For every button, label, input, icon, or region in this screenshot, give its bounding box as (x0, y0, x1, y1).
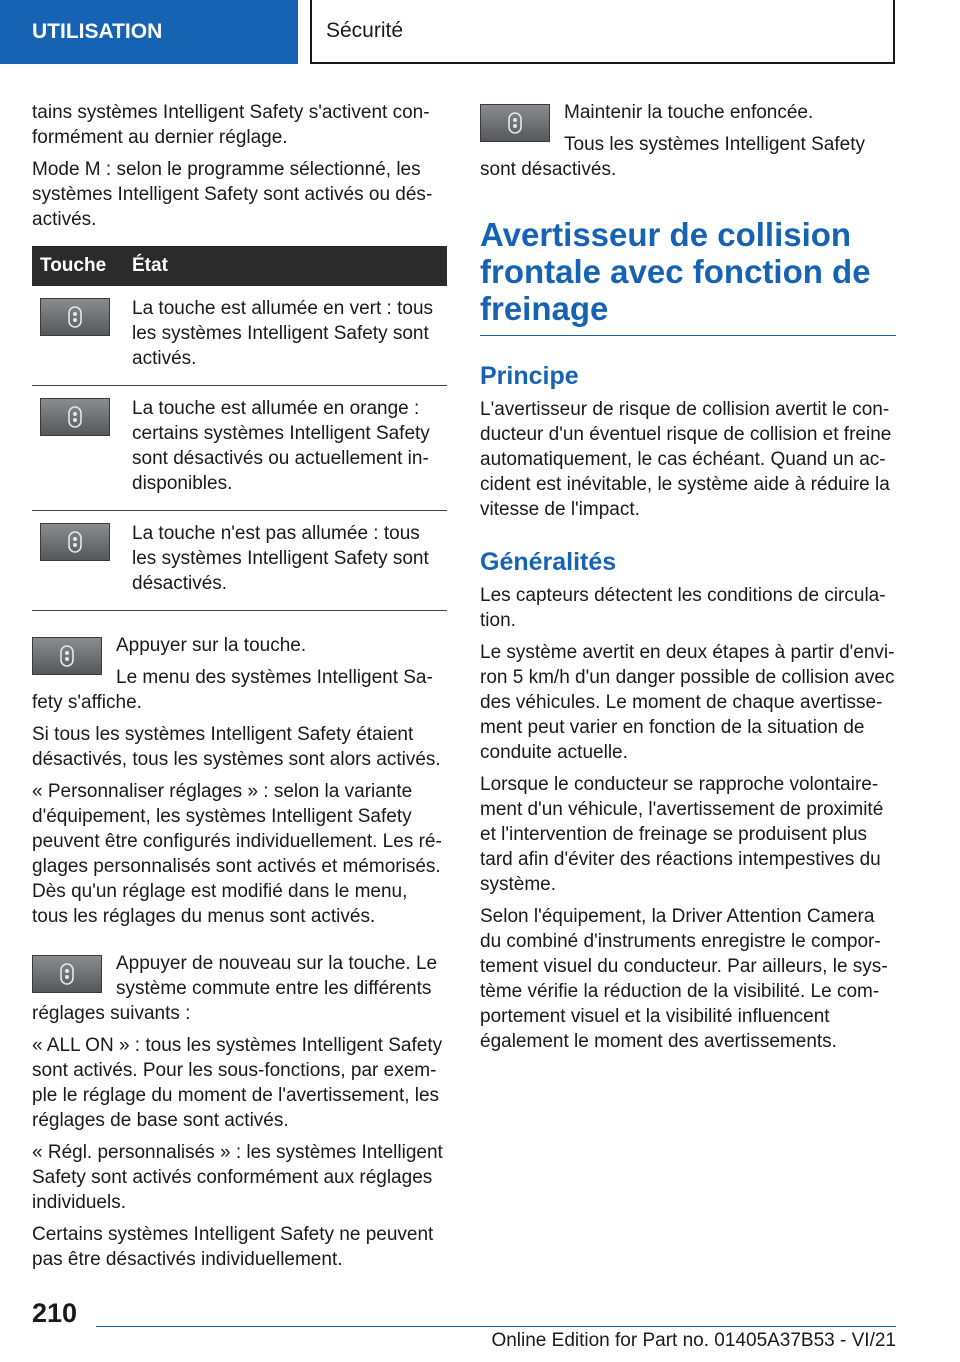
subsection-title-general: Généralités (480, 548, 617, 576)
body-paragraph: « Personnaliser réglages » : selon la variante d'équipement, les systèmes Intelligent Safety peuvent être configurés individuellement. Les réglages personnalisés sont activés et mémorisés. Dès qu'un réglage est modifié dans le menu, tous les réglages du menus sont activés. (32, 781, 442, 927)
body-paragraph: « ALL ON » : tous les systèmes Intelligent Safety sont activés. Pour les sous-fonctions, par exemple le réglage du moment de l'avertissement, les réglages de base sont activés. (32, 1035, 443, 1131)
right-column (480, 100, 896, 1061)
footer-divider (96, 1326, 896, 1327)
body-paragraph: Lorsque le conducteur se rapproche volontairement d'un véhicule, l'avertissement de proximité et l'intervention de freinage se produisent plus tard afin d'éviter des réactions intempestives du système. (480, 774, 884, 895)
header-section: UTILISATION (0, 0, 298, 64)
table-row (32, 286, 447, 386)
safety-button-icon (40, 298, 110, 336)
step-text: Appuyer de nouveau sur la touche. Le système commute entre les différents réglages suivants : (32, 953, 438, 1024)
section-title: Avertisseur de collision frontale avec fonction de freinage (480, 216, 896, 336)
table-header-state: État (124, 246, 447, 286)
step-text: Le menu des systèmes Intelligent Safety s'affiche. (32, 667, 433, 713)
page-number: 210 (32, 1298, 78, 1328)
body-paragraph: Certains systèmes Intelligent Safety ne peuvent pas être désactivés individuellement. (32, 1224, 434, 1270)
body-paragraph: Le système avertit en deux étapes à partir d'environ 5 km/h d'un danger possible de collision avec des véhicules. Le moment de chaque avertissement peut varier en fonction de la situation de conduite actuelle. (480, 642, 895, 763)
step-text: Tous les systèmes Intelligent Safety sont désactivés. (480, 134, 865, 180)
table-cell-state: La touche est allumée en orange : certains systèmes Intelligent Safety sont désactivés ou actuellement indisponibles. (124, 386, 447, 511)
table-row (32, 386, 447, 511)
instruction-step (480, 100, 896, 182)
table-cell-state: La touche n'est pas allumée : tous les systèmes Intelligent Safety sont désactivés. (124, 511, 447, 611)
body-paragraph: Si tous les systèmes Intelligent Safety étaient désactivés, tous les systèmes sont alors activés. (32, 724, 441, 770)
intro-paragraph: Mode M : selon le programme sélectionné, les systèmes Intelligent Safety sont activés ou désactivés. (32, 159, 433, 230)
body-paragraph: Selon l'équipement, la Driver Attention Camera du combiné d'instruments enregistre le comportement visuel du conducteur. Par ailleurs, le système vérifie la réduction de la visibilité. Le comportement visuel et la visibilité influencent également le moment des avertissements. (480, 906, 888, 1052)
safety-button-icon (40, 523, 110, 561)
instruction-step (32, 951, 447, 1026)
safety-button-icon (32, 637, 102, 675)
instruction-step (32, 633, 447, 715)
header-chapter: Sécurité (310, 0, 895, 64)
table-cell-state: La touche est allumée en vert : tous les systèmes Intelligent Safety sont activés. (124, 286, 447, 386)
body-paragraph: Les capteurs détectent les conditions de circulation. (480, 585, 886, 631)
left-column (32, 100, 447, 1279)
safety-button-icon (32, 955, 102, 993)
intro-paragraph: tains systèmes Intelligent Safety s'activent conformément au dernier réglage. (32, 102, 430, 148)
body-paragraph: « Régl. personnalisés » : les systèmes Intelligent Safety sont activés conformément aux réglages individuels. (32, 1142, 443, 1213)
subsection-title-principle: Principe (480, 362, 579, 390)
body-paragraph: L'avertisseur de risque de collision avertit le conducteur d'un éventuel risque de collision et freine automatiquement, le cas échéant. Quand un accident est inévitable, le système aide à réduire la vitesse de l'impact. (480, 399, 892, 520)
step-text: Appuyer sur la touche. (116, 635, 307, 656)
safety-button-icon (480, 104, 550, 142)
table-row (32, 511, 447, 611)
step-text: Maintenir la touche enfoncée. (564, 102, 814, 123)
safety-button-icon (40, 398, 110, 436)
footer-edition: Online Edition for Part no. 01405A37B53 - VI/21 (491, 1330, 896, 1351)
table-header-key: Touche (32, 246, 124, 286)
key-state-table (32, 246, 447, 611)
